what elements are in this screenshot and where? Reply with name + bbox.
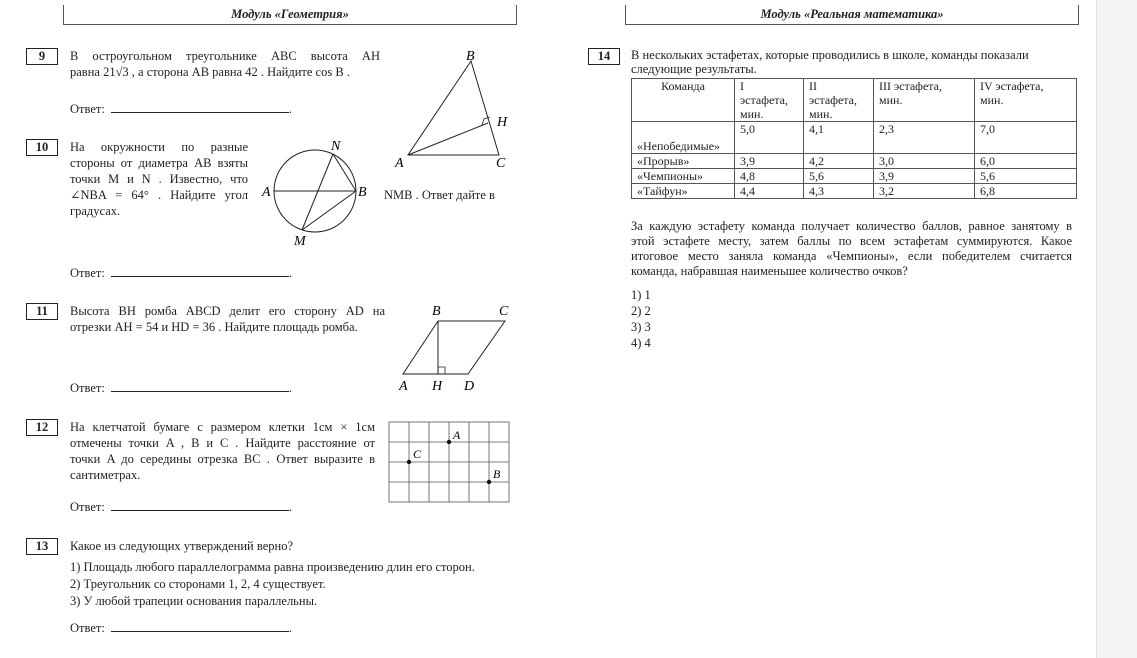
label-d: D	[464, 379, 475, 394]
task-13-question: Какое из следующих утверждений верно?	[70, 539, 293, 553]
task-14-text	[631, 48, 1072, 76]
table-header-cell: Команда	[632, 79, 735, 122]
task-11-line-1: Высота BH ромба ABCD делит его сторону AD на	[70, 304, 385, 318]
table-cell: «Прорыв»	[632, 154, 735, 169]
label-a: A	[395, 156, 404, 170]
label-b: B	[358, 185, 367, 200]
table-cell: 3,9	[735, 154, 804, 169]
label-c: C	[413, 447, 422, 461]
task-9-line-2: равна 21√3 , а сторона AB равна 42 . Найдите cos B .	[70, 65, 350, 79]
task-10-line-3: точки M и N . Известно, что	[70, 172, 248, 186]
label-a: A	[262, 185, 271, 200]
task-11-line-2: отрезки AH = 54 и HD = 36 . Найдите площадь ромба.	[70, 320, 358, 334]
table-cell: 5,6	[975, 169, 1077, 184]
table-cell: 3,9	[874, 169, 975, 184]
table-header-cell: I эстафета, мин.	[735, 79, 804, 122]
table-header-cell: III эстафета, мин.	[874, 79, 975, 122]
paragraph-line: команда, набравшая наименьшее количество очков?	[631, 264, 908, 278]
task-number-12: 12	[26, 419, 58, 436]
task-12-line-4: сантиметрах.	[70, 468, 141, 482]
task-10-line-2: стороны от диаметра AB взяты	[70, 156, 248, 170]
answer-field-13[interactable]	[111, 620, 289, 632]
label-b: B	[466, 49, 475, 64]
table-header-cell: IV эстафета, мин.	[975, 79, 1077, 122]
label-b: B	[432, 304, 441, 319]
task-number-13: 13	[26, 538, 58, 555]
task-10-line-1: На окружности по разные	[70, 140, 248, 154]
task-11-text	[70, 303, 385, 335]
module-header-geometry: Модуль «Геометрия»	[63, 5, 517, 25]
label-h: H	[497, 115, 508, 130]
task-14-paragraph	[631, 219, 1072, 279]
table-header-row	[632, 79, 1077, 122]
task-14-option-3[interactable]: 3) 3	[631, 320, 651, 334]
task-14-option-4[interactable]: 4) 4	[631, 336, 651, 350]
table-cell: 4,4	[735, 184, 804, 199]
table-row	[632, 122, 1077, 154]
answer-row-10: Ответ: .	[70, 266, 292, 280]
answer-row-11: Ответ: .	[70, 381, 292, 395]
page-edge	[1096, 0, 1137, 658]
answer-label: Ответ:	[70, 266, 105, 280]
rhombus-figure	[395, 300, 520, 395]
results-table	[631, 78, 1077, 199]
circle-figure	[258, 138, 378, 250]
table-header-cell: II эстафета, мин.	[804, 79, 874, 122]
label-h: H	[432, 379, 443, 394]
table-cell: 4,8	[735, 169, 804, 184]
task-9-text	[70, 48, 380, 80]
table-cell: 4,1	[804, 122, 874, 154]
answer-label: Ответ:	[70, 621, 105, 635]
paragraph-line: этой эстафете месту, затем баллы по всем эстафетам суммируются. Какое	[631, 234, 1072, 248]
task-number-10: 10	[26, 139, 58, 156]
table-cell: «Непобедимые»	[632, 122, 735, 154]
task-12-text	[70, 419, 375, 483]
table-row	[632, 154, 1077, 169]
task-number-9: 9	[26, 48, 58, 65]
table-row	[632, 184, 1077, 199]
table-cell: 2,3	[874, 122, 975, 154]
table-cell: 4,2	[804, 154, 874, 169]
table-cell: 3,0	[874, 154, 975, 169]
module-header-real-math: Модуль «Реальная математика»	[625, 5, 1079, 25]
table-cell: 3,2	[874, 184, 975, 199]
task-13-option-1[interactable]: 1) Площадь любого параллелограмма равна произведению длин его сторон.	[70, 560, 475, 574]
label-m: M	[294, 234, 306, 249]
task-10-line-4: ∠NBA = 64° . Найдите угол	[70, 188, 248, 202]
task-14-option-1[interactable]: 1) 1	[631, 288, 651, 302]
paragraph-line: итоговое место заняла команда «Чемпионы», если победителем считается	[631, 249, 1072, 263]
table-cell: 6,0	[975, 154, 1077, 169]
answer-label: Ответ:	[70, 500, 105, 514]
table-cell: «Тайфун»	[632, 184, 735, 199]
answer-row-13: Ответ: .	[70, 621, 292, 635]
task-number-14: 14	[588, 48, 620, 65]
task-10-text	[70, 139, 248, 219]
table-cell: 5,0	[735, 122, 804, 154]
paragraph-line: За каждую эстафету команда получает количество баллов, равное занятому в	[631, 219, 1072, 233]
table-cell: 4,3	[804, 184, 874, 199]
task-10-tail: NMB . Ответ дайте в	[384, 188, 495, 202]
answer-field-10[interactable]	[111, 265, 289, 277]
label-c: C	[499, 304, 509, 319]
table-cell: 6,8	[975, 184, 1077, 199]
table-row	[632, 169, 1077, 184]
task-10-line-5: градусах.	[70, 204, 121, 218]
answer-field-12[interactable]	[111, 499, 289, 511]
label-a: A	[399, 379, 408, 394]
table-cell: «Чемпионы»	[632, 169, 735, 184]
answer-row-9: Ответ: .	[70, 102, 292, 116]
task-14-line-1: В нескольких эстафетах, которые проводились в школе, команды показали	[631, 48, 1029, 62]
task-13-option-3[interactable]: 3) У любой трапеции основания параллельны.	[70, 594, 318, 608]
task-12-line-3: точки A до середины отрезка BC . Ответ выразите в	[70, 452, 375, 466]
table-cell: 7,0	[975, 122, 1077, 154]
answer-label: Ответ:	[70, 102, 105, 116]
answer-label: Ответ:	[70, 381, 105, 395]
task-9-line-1: В остроугольном треугольнике ABC высота AH	[70, 49, 380, 63]
grid-figure	[388, 421, 512, 505]
answer-field-11[interactable]	[111, 380, 289, 392]
task-12-line-2: отмечены точки A , B и C . Найдите расстояние от	[70, 436, 375, 450]
label-n: N	[331, 139, 341, 154]
answer-row-12: Ответ: .	[70, 500, 292, 514]
label-a: A	[453, 428, 461, 442]
triangle-abc-figure	[390, 45, 520, 170]
task-13-option-2[interactable]: 2) Треугольник со сторонами 1, 2, 4 существует.	[70, 577, 326, 591]
task-12-line-1: На клетчатой бумаге с размером клетки 1см × 1см	[70, 420, 375, 434]
task-14-option-2[interactable]: 2) 2	[631, 304, 651, 318]
label-c: C	[496, 156, 506, 170]
table-cell: 5,6	[804, 169, 874, 184]
label-b: B	[493, 467, 501, 481]
answer-field-9[interactable]	[111, 101, 289, 113]
task-14-line-2: следующие результаты.	[631, 62, 757, 76]
task-number-11: 11	[26, 303, 58, 320]
